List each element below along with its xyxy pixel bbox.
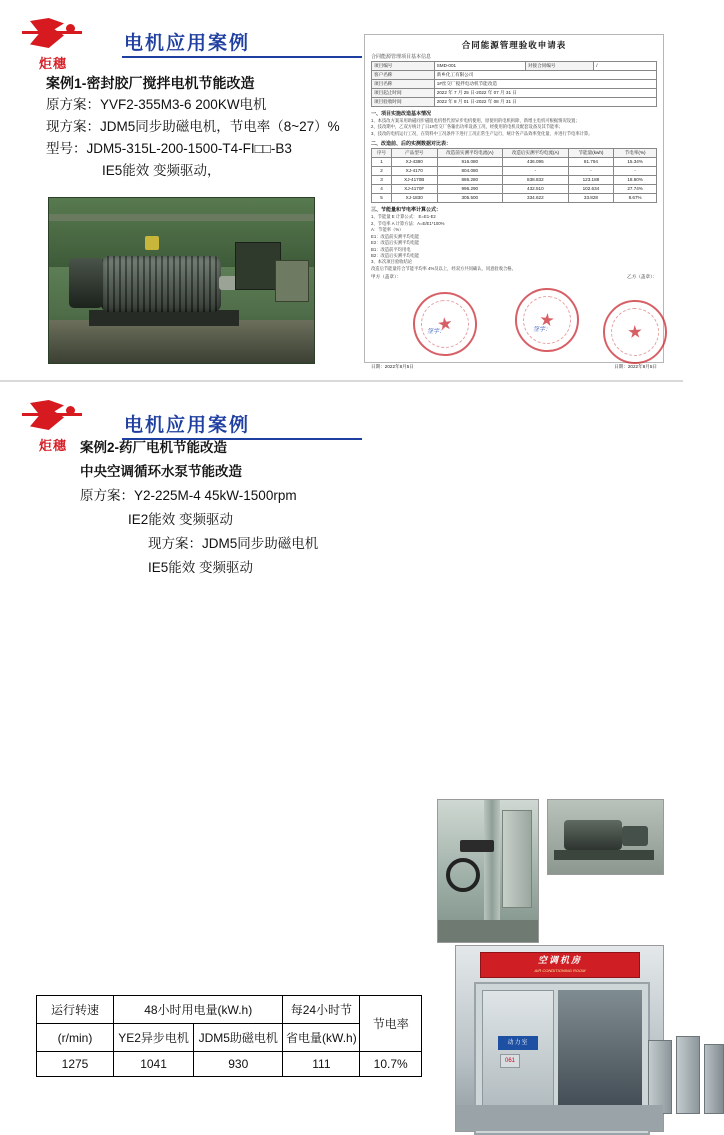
th-consumption: 48小时用电量(kW.h) bbox=[114, 996, 283, 1024]
formula-line-4: E1：改造前实测平均电能 bbox=[371, 233, 420, 239]
signature-right: 签字： bbox=[533, 327, 552, 334]
table-header-row bbox=[37, 996, 422, 1024]
case-2-text-block bbox=[80, 436, 420, 580]
doc-section-2: 二、改造前、后的实测数据对比表： bbox=[371, 141, 452, 148]
th-speed: 运行转速 bbox=[37, 996, 114, 1024]
doc-title: 合同能源管理验收申请表 bbox=[461, 40, 567, 50]
stamp-area bbox=[365, 284, 663, 362]
logo-mark-icon bbox=[22, 400, 82, 432]
table-row: 3 XJ-4170B 886.280 838.832 123.188 18.60% bbox=[372, 176, 657, 185]
signature-left-label: 甲方（盖章）： bbox=[371, 274, 401, 280]
case-2-new-solution: 现方案：JDM5同步助磁电机 bbox=[148, 536, 319, 551]
room-sign-sub: AIR CONDITIONING ROOM bbox=[534, 968, 586, 973]
case-1-text-block bbox=[46, 72, 376, 182]
doc-signature-labels bbox=[371, 274, 657, 280]
date-right: 日期：2022年8月5日 bbox=[614, 364, 657, 370]
case-1-model: 型号：JDM5-315L-200-1500-T4-FI□□-B3 bbox=[46, 141, 292, 156]
case-1-old-solution bbox=[46, 94, 376, 116]
table-row bbox=[37, 1052, 422, 1077]
table-header-row: 序号 产品型号 改造前实测平均电流(A) 改造后实测平均电流(A) 节能量(kwh) 节电率(%) bbox=[372, 149, 657, 158]
table-row: 5 XJ-1830 305.500 334.622 33.828 8.67% bbox=[372, 194, 657, 203]
th-jdm5: JDM5助磁电机 bbox=[194, 1024, 283, 1052]
cell-ye2: 1041 bbox=[114, 1052, 194, 1077]
title-underline bbox=[122, 56, 362, 58]
logo-mark-icon bbox=[22, 18, 82, 50]
doc-section-3: 三、节能量和节电率计算公式： bbox=[371, 207, 442, 214]
official-stamp-icon bbox=[512, 285, 582, 355]
doc-date-row bbox=[371, 364, 657, 370]
table-row: 1 XJ-4380 916.080 436.095 81.794 15.34% bbox=[372, 158, 657, 167]
table-row: 项目编号 SMD-001 对接合同编号 / bbox=[372, 62, 657, 71]
table-row: 4 XJ-4170F 996.290 432.510 102.634 27.74% bbox=[372, 185, 657, 194]
cell-speed: 1275 bbox=[37, 1052, 114, 1077]
case-2-subheading: 中央空调循环水泵节能改造 bbox=[80, 464, 242, 479]
table-row: 2 XJ-4170 804.080 - - - bbox=[372, 167, 657, 176]
th-speed-unit: (r/min) bbox=[37, 1024, 114, 1052]
official-stamp-icon bbox=[601, 299, 668, 366]
slide-1-title: 电机应用案例 bbox=[124, 33, 251, 54]
th-saving-unit: 省电量(kW.h) bbox=[283, 1024, 360, 1052]
formula-line-7: B2：改造后实测平均电能 bbox=[371, 252, 420, 258]
formula-line-2: 2、节电率 A 计算方法：A=E/E1*100% bbox=[371, 220, 445, 226]
case-1-heading: 案例1-密封胶厂搅拌电机节能改造 bbox=[46, 75, 255, 91]
signature-left: 签字： bbox=[427, 329, 446, 336]
doc-subtitle: 合同能源管理项目基本信息 bbox=[371, 54, 432, 60]
case-2-old-solution: 原方案：Y2-225M-4 45kW-1500rpm bbox=[80, 488, 297, 503]
doc-conclusion: 改造后节能量符合节能平均率 4%及以上，经双方共同确认，同意验收合格。 bbox=[371, 265, 516, 271]
power-room-label: 动力室 bbox=[498, 1036, 538, 1050]
case-2-old-efficiency: IE2能效 变频驱动 bbox=[128, 512, 234, 527]
th-ye2: YE2异步电机 bbox=[114, 1024, 194, 1052]
logo-text: 炬穗 bbox=[38, 438, 67, 453]
ac-machine-room-photo bbox=[455, 945, 664, 1132]
energy-saving-table bbox=[36, 995, 422, 1077]
table-row: 项目验收时间 2022 年 8 月 01 日-2022 年 08 月 31 日 bbox=[372, 98, 657, 107]
acceptance-form-scan bbox=[364, 34, 664, 370]
cell-saving: 111 bbox=[283, 1052, 360, 1077]
table-row: 项目名称 1#丝交厂搅拌电动机节能改造 bbox=[372, 80, 657, 89]
pump-room-photo bbox=[437, 799, 539, 943]
room-sign bbox=[480, 952, 640, 978]
doc-section-1-para-1: 1、本技改方案采用助磁同步磁阻电机替代原异步电机使用，原使用的电机拆除、新增主电机可根据情况设置； bbox=[371, 118, 580, 123]
doc-info-table bbox=[371, 61, 657, 107]
date-left: 日期：2022年8月5日 bbox=[371, 364, 414, 370]
logo-text: 炬穗 bbox=[38, 56, 67, 71]
doc-section-1-para-3: 3、技改的电机运行工况，在资料中工况条件下进行工况正常生产运行，统计各产品效率变化量，并进行节电率计算。 bbox=[371, 130, 593, 136]
room-sign-main: 空调机房 bbox=[537, 955, 582, 965]
case-2-new-efficiency: IE5能效 变频驱动 bbox=[148, 560, 254, 575]
slide-case-2 bbox=[0, 382, 683, 1071]
company-logo bbox=[22, 400, 84, 452]
company-logo bbox=[22, 18, 84, 70]
signature-right-label: 乙方（盖章）： bbox=[627, 274, 657, 280]
case-1-new-solution: 现方案：JDM5同步助磁电机，节电率（8~27）% bbox=[46, 119, 340, 134]
table-row: 项目起止时间 2022 年 7 月 25 日-2022 年 07 月 31 日 bbox=[372, 89, 657, 98]
official-stamp-icon bbox=[409, 288, 481, 360]
formula-line-6: B1：改造前平均用电 bbox=[371, 246, 411, 252]
motor-closeup-photo bbox=[547, 799, 664, 875]
formula-line-5: E2：改造后实测平均电能 bbox=[371, 240, 420, 246]
slide-case-1 bbox=[0, 0, 683, 380]
motor-photo bbox=[48, 197, 315, 364]
cell-jdm5: 930 bbox=[194, 1052, 283, 1077]
door-number: 061 bbox=[500, 1054, 520, 1068]
th-saving-24h: 每24小时节 bbox=[283, 996, 360, 1024]
slide-2-title: 电机应用案例 bbox=[124, 415, 251, 436]
doc-section-1: 一、项目实施改造基本情况 bbox=[371, 111, 432, 117]
formula-line-3: A：节能率（%） bbox=[371, 227, 404, 233]
case-2-heading: 案例2-药厂电机节能改造 bbox=[80, 440, 228, 455]
doc-section-1-para-2: 2、技改期中，乙双方统计了日1#丝交厂各输出功率设备工况，经使用的电机及配套设备及其节能率； bbox=[371, 124, 563, 130]
cell-rate: 10.7% bbox=[360, 1052, 422, 1077]
case-1-efficiency: IE5能效 变频驱动， bbox=[102, 163, 221, 178]
doc-measurement-table bbox=[371, 148, 657, 203]
case-1-old-solution-text: 原方案：YVF2-355M3-6 200KW电机 bbox=[46, 97, 267, 112]
th-saving-rate: 节电率 bbox=[360, 996, 422, 1052]
formula-line-1: 1、节能量 E 计算公式： E=E1-E2 bbox=[371, 214, 436, 220]
table-row: 客户名称 新乡化工有限公司 bbox=[372, 71, 657, 80]
formula-line-8: 3、本次项目验收结论 bbox=[371, 259, 413, 265]
